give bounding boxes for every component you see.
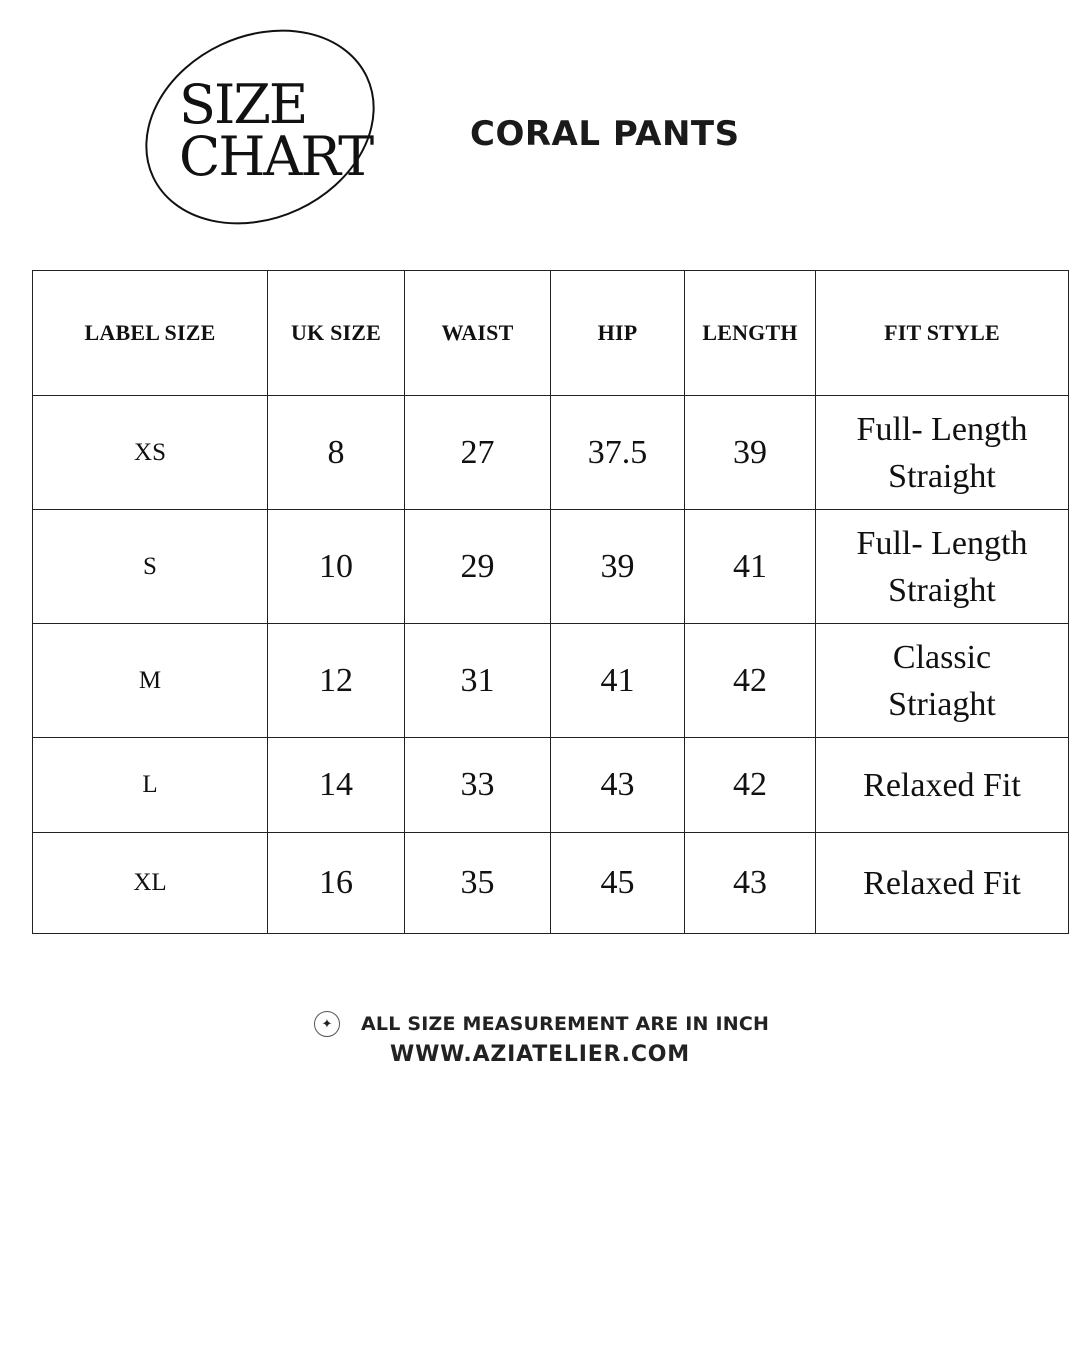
table-row <box>33 738 1069 833</box>
cell-length: 43 <box>685 833 816 934</box>
cell-label-size: XS <box>33 396 268 510</box>
table-row <box>33 833 1069 934</box>
cell-uk-size: 12 <box>268 624 405 738</box>
cell-waist: 33 <box>405 738 551 833</box>
cell-uk-size: 14 <box>268 738 405 833</box>
table-header-row <box>33 271 1069 396</box>
cell-waist: 31 <box>405 624 551 738</box>
cell-hip: 41 <box>551 624 685 738</box>
cell-length: 39 <box>685 396 816 510</box>
header-label-size: LABEL SIZE <box>33 271 268 396</box>
cell-waist: 27 <box>405 396 551 510</box>
cell-fit-style: Relaxed Fit <box>816 833 1069 934</box>
table-row <box>33 396 1069 510</box>
cell-length: 41 <box>685 510 816 624</box>
cell-fit-style: Relaxed Fit <box>816 738 1069 833</box>
header-waist: WAIST <box>405 271 551 396</box>
cell-label-size: M <box>33 624 268 738</box>
table-row <box>33 624 1069 738</box>
size-chart-table <box>32 270 1069 934</box>
cell-hip: 37.5 <box>551 396 685 510</box>
cell-length: 42 <box>685 624 816 738</box>
cell-uk-size: 16 <box>268 833 405 934</box>
header-hip: HIP <box>551 271 685 396</box>
header-length: LENGTH <box>685 271 816 396</box>
measurement-note <box>314 1008 769 1040</box>
cell-fit-style: Full- Length Straight <box>816 396 1069 510</box>
cell-waist: 29 <box>405 510 551 624</box>
logo-text-line-1: SIZE <box>179 73 307 136</box>
cell-waist: 35 <box>405 833 551 934</box>
product-title: CORAL PANTS <box>470 114 740 154</box>
size-chart-logo <box>138 26 383 231</box>
sparkle-icon: ✦ <box>314 1011 340 1037</box>
measurement-note-text: ALL SIZE MEASUREMENT ARE IN INCH <box>361 1013 770 1035</box>
cell-length: 42 <box>685 738 816 833</box>
cell-uk-size: 10 <box>268 510 405 624</box>
cell-hip: 43 <box>551 738 685 833</box>
logo-text-line-2: CHART <box>179 125 373 188</box>
website-link[interactable]: WWW.AZIATELIER.COM <box>390 1042 690 1067</box>
cell-label-size: XL <box>33 833 268 934</box>
cell-hip: 45 <box>551 833 685 934</box>
cell-label-size: S <box>33 510 268 624</box>
cell-hip: 39 <box>551 510 685 624</box>
header-uk-size: UK SIZE <box>268 271 405 396</box>
header-fit-style: FIT STYLE <box>816 271 1069 396</box>
cell-uk-size: 8 <box>268 396 405 510</box>
cell-fit-style: Full- Length Straight <box>816 510 1069 624</box>
table-row <box>33 510 1069 624</box>
cell-label-size: L <box>33 738 268 833</box>
cell-fit-style: Classic Striaght <box>816 624 1069 738</box>
